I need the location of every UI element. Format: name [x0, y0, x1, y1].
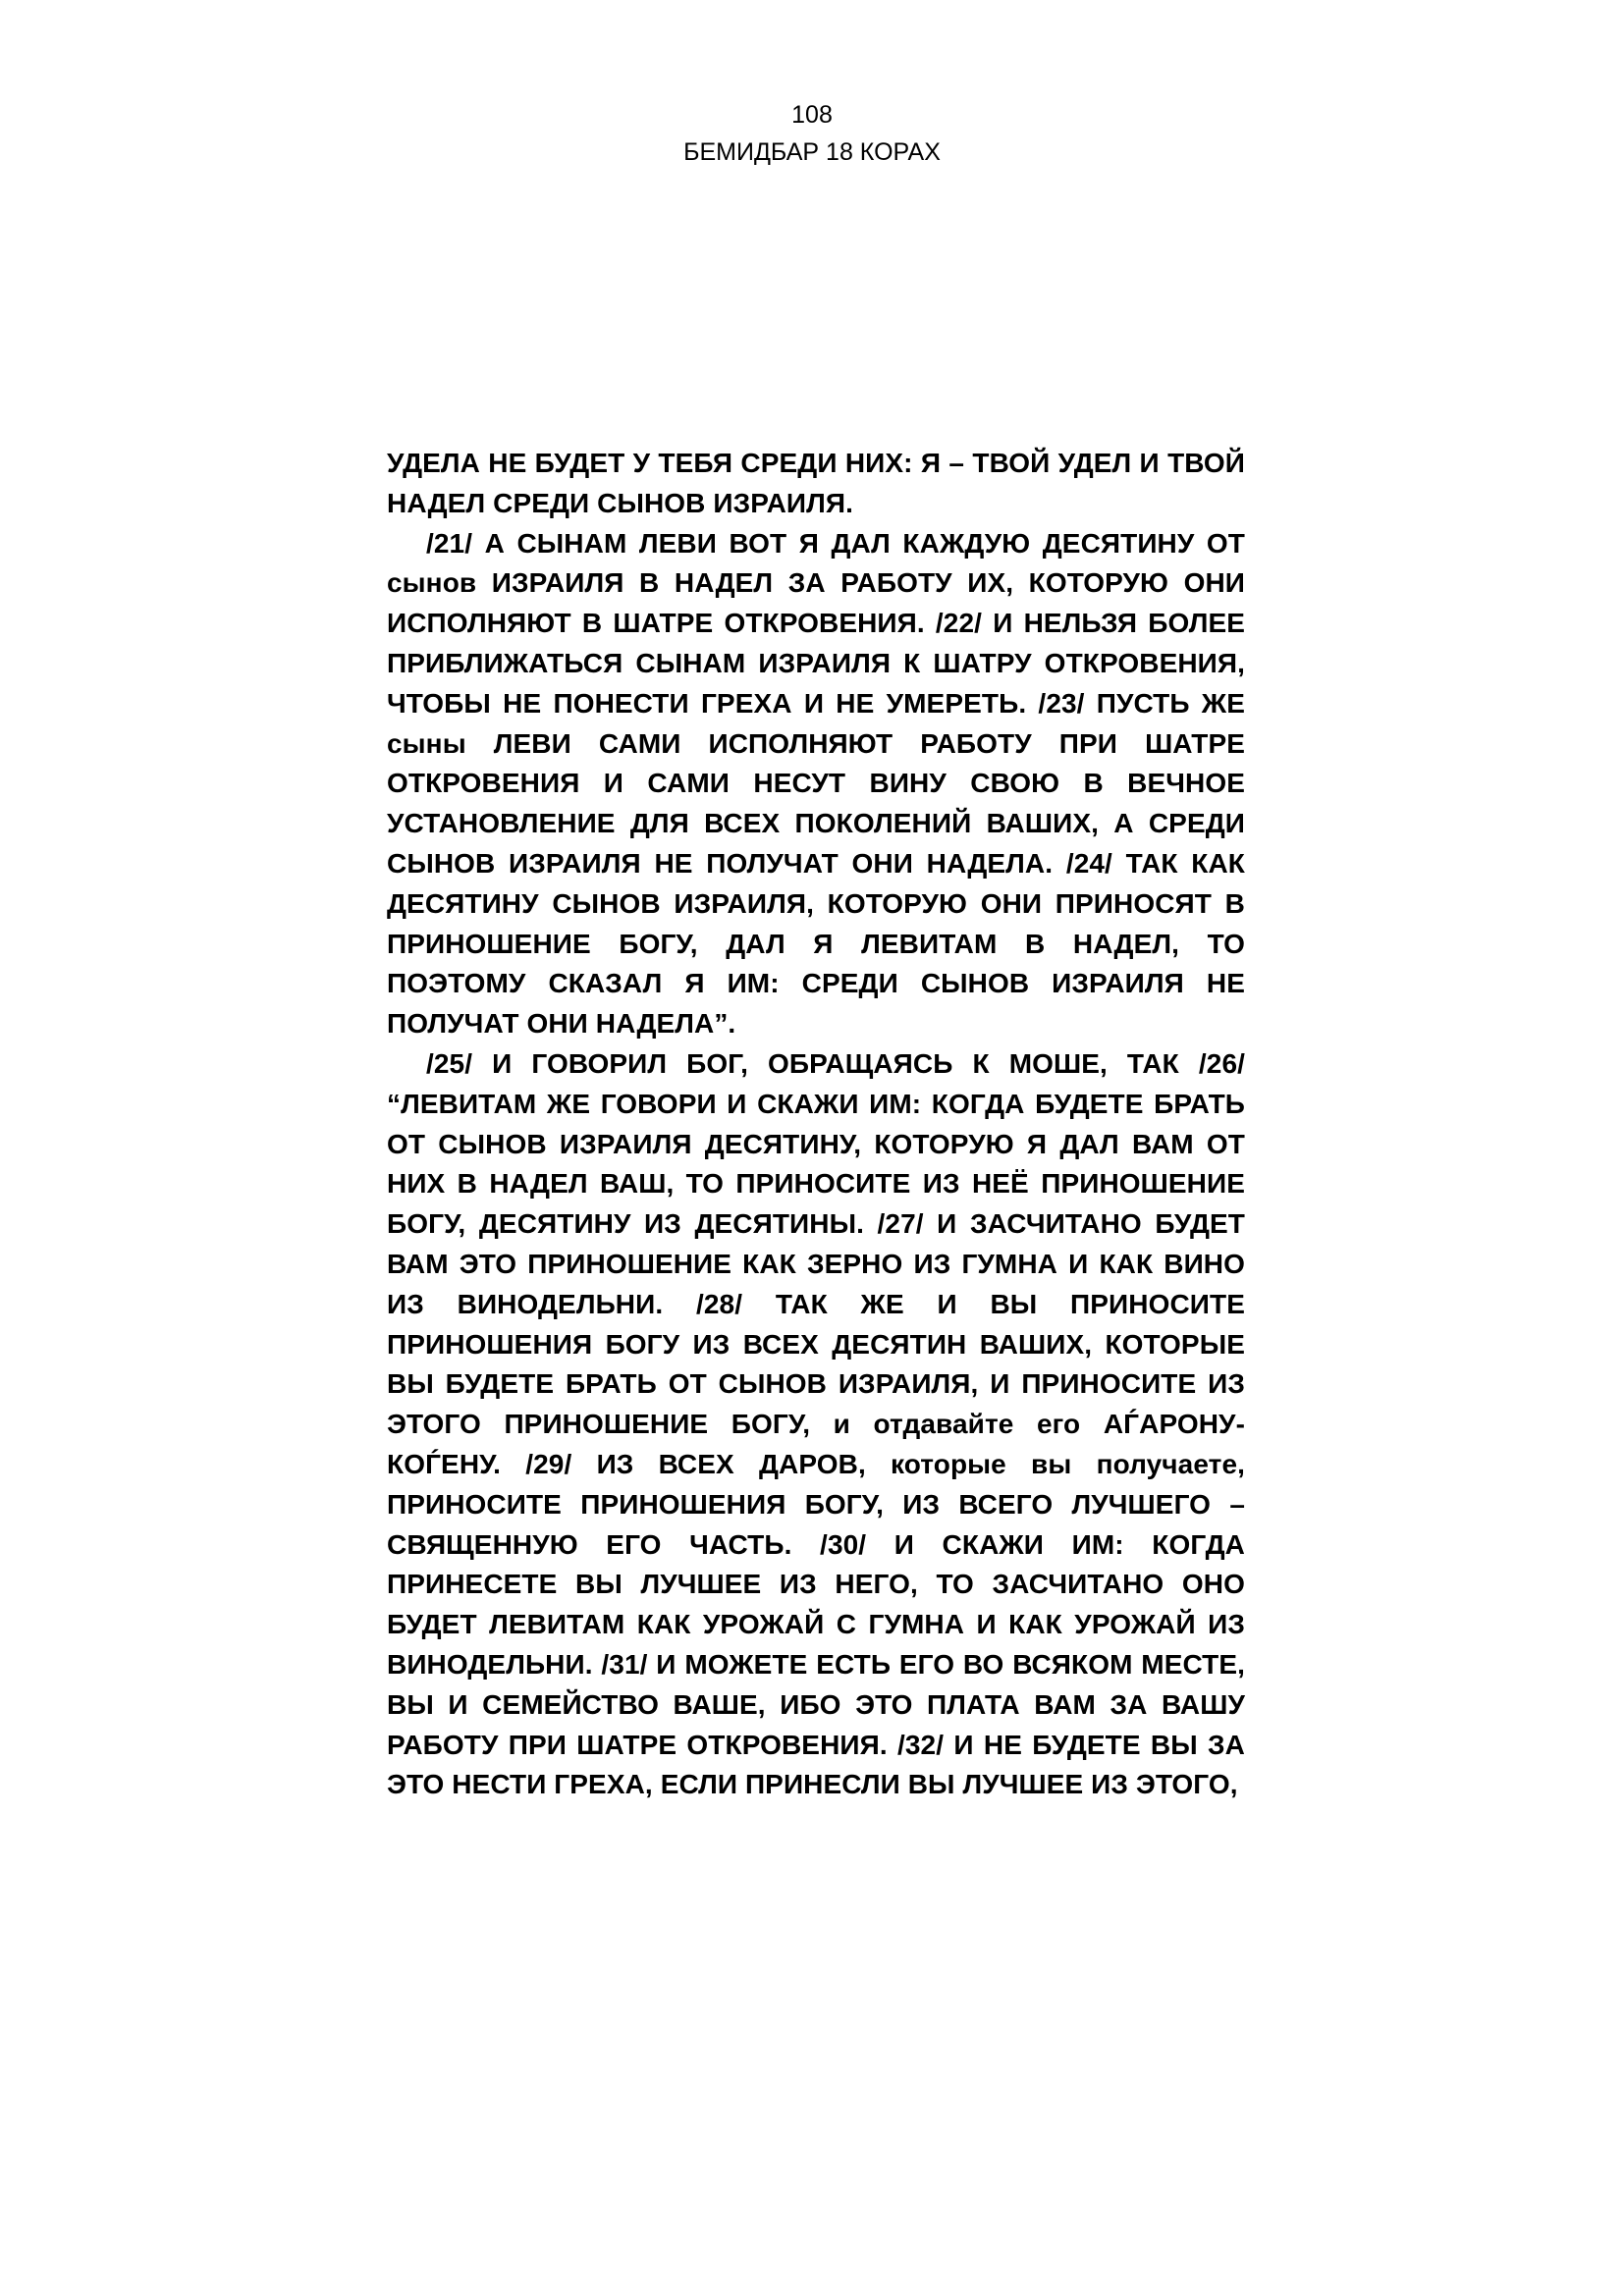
paragraph-continuation: УДЕЛА НЕ БУДЕТ У ТЕБЯ СРЕДИ НИХ: Я – ТВОЙ УДЕЛ И ТВОЙ НАДЕЛ СРЕДИ СЫНОВ ИЗРАИЛЯ.: [387, 448, 1245, 518]
paragraph-verses-25-32: /25/ И ГОВОРИЛ БОГ, ОБРАЩАЯСЬ К МОШЕ, ТАК /26/ “ЛЕВИТАМ ЖЕ ГОВОРИ И СКАЖИ ИМ: КОГДА БУДЕТЕ БРАТЬ ОТ СЫНОВ ИЗРАИЛЯ ДЕСЯТИНУ, КОТОРУЮ Я ДАЛ ВАМ ОТ НИХ В НАДЕЛ ВАШ, ТО ПРИНОСИТЕ ИЗ НЕЁ ПРИНОШЕНИЕ БОГУ, ДЕСЯТИНУ ИЗ ДЕСЯТИНЫ. /27/ И ЗАСЧИТАНО БУДЕТ ВАМ ЭТО ПРИНОШЕНИЕ КАК ЗЕРНО ИЗ ГУМНА И КАК ВИНО ИЗ ВИНОДЕЛЬНИ. /28/ ТАК ЖЕ И ВЫ ПРИНОСИТЕ ПРИНОШЕНИЯ БОГУ ИЗ ВСЕХ ДЕСЯТИН ВАШИХ, КОТОРЫЕ ВЫ БУДЕТЕ БРАТЬ ОТ СЫНОВ ИЗРАИЛЯ, И ПРИНОСИТЕ ИЗ ЭТОГО ПРИНОШЕНИЕ БОГУ, и отдавайте его АЃАРОНУ-КОЃЕНУ. /29/ ИЗ ВСЕХ ДАРОВ, которые вы получаете, ПРИНОСИТЕ ПРИНОШЕНИЯ БОГУ, ИЗ ВСЕГО ЛУЧШЕГО – СВЯЩЕННУЮ ЕГО ЧАСТЬ. /30/ И СКАЖИ ИМ: КОГДА ПРИНЕСЕТЕ ВЫ ЛУЧШЕЕ ИЗ НЕГО, ТО ЗАСЧИТАНО ОНО БУДЕТ ЛЕВИТАМ КАК УРОЖАЙ С ГУМНА И КАК УРОЖАЙ ИЗ ВИНОДЕЛЬНИ. /31/ И МОЖЕТЕ ЕСТЬ ЕГО ВО ВСЯКОМ МЕСТЕ, ВЫ И СЕМЕЙСТВО ВАШЕ, ИБО ЭТО ПЛАТА ВАМ ЗА ВАШУ РАБОТУ ПРИ ШАТРЕ ОТКРОВЕНИЯ. /32/ И НЕ БУДЕТЕ ВЫ ЗА ЭТО НЕСТИ ГРЕХА, ЕСЛИ ПРИНЕСЛИ ВЫ ЛУЧШЕЕ ИЗ ЭТОГО,: [387, 1047, 1245, 1800]
paragraph-verses-21-24: /21/ А СЫНАМ ЛЕВИ ВОТ Я ДАЛ КАЖДУЮ ДЕСЯТИНУ ОТ сынов ИЗРАИЛЯ В НАДЕЛ ЗА РАБОТУ ИХ, КОТОРУЮ ОНИ ИСПОЛНЯЮТ В ШАТРЕ ОТКРОВЕНИЯ. /22/ И НЕЛЬЗЯ БОЛЕЕ ПРИБЛИЖАТЬСЯ СЫНАМ ИЗРАИЛЯ К ШАТРУ ОТКРОВЕНИЯ, ЧТОБЫ НЕ ПОНЕСТИ ГРЕХА И НЕ УМЕРЕТЬ. /23/ ПУСТЬ ЖЕ сыны ЛЕВИ САМИ ИСПОЛНЯЮТ РАБОТУ ПРИ ШАТРЕ ОТКРОВЕНИЯ И САМИ НЕСУТ ВИНУ СВОЮ В ВЕЧНОЕ УСТАНОВЛЕНИЕ ДЛЯ ВСЕХ ПОКОЛЕНИЙ ВАШИХ, А СРЕДИ СЫНОВ ИЗРАИЛЯ НЕ ПОЛУЧАТ ОНИ НАДЕЛА. /24/ ТАК КАК ДЕСЯТИНУ СЫНОВ ИЗРАИЛЯ, КОТОРУЮ ОНИ ПРИНОСЯТ В ПРИНОШЕНИЕ БОГУ, ДАЛ Я ЛЕВИТАМ В НАДЕЛ, ТО ПОЭТОМУ СКАЗАЛ Я ИМ: СРЕДИ СЫНОВ ИЗРАИЛЯ НЕ ПОЛУЧАТ ОНИ НАДЕЛА”.: [387, 527, 1245, 1040]
page-number: 108: [791, 101, 833, 129]
main-text: [387, 444, 1245, 1805]
running-title: БЕМИДБАР 18 КОРАХ: [683, 138, 941, 166]
